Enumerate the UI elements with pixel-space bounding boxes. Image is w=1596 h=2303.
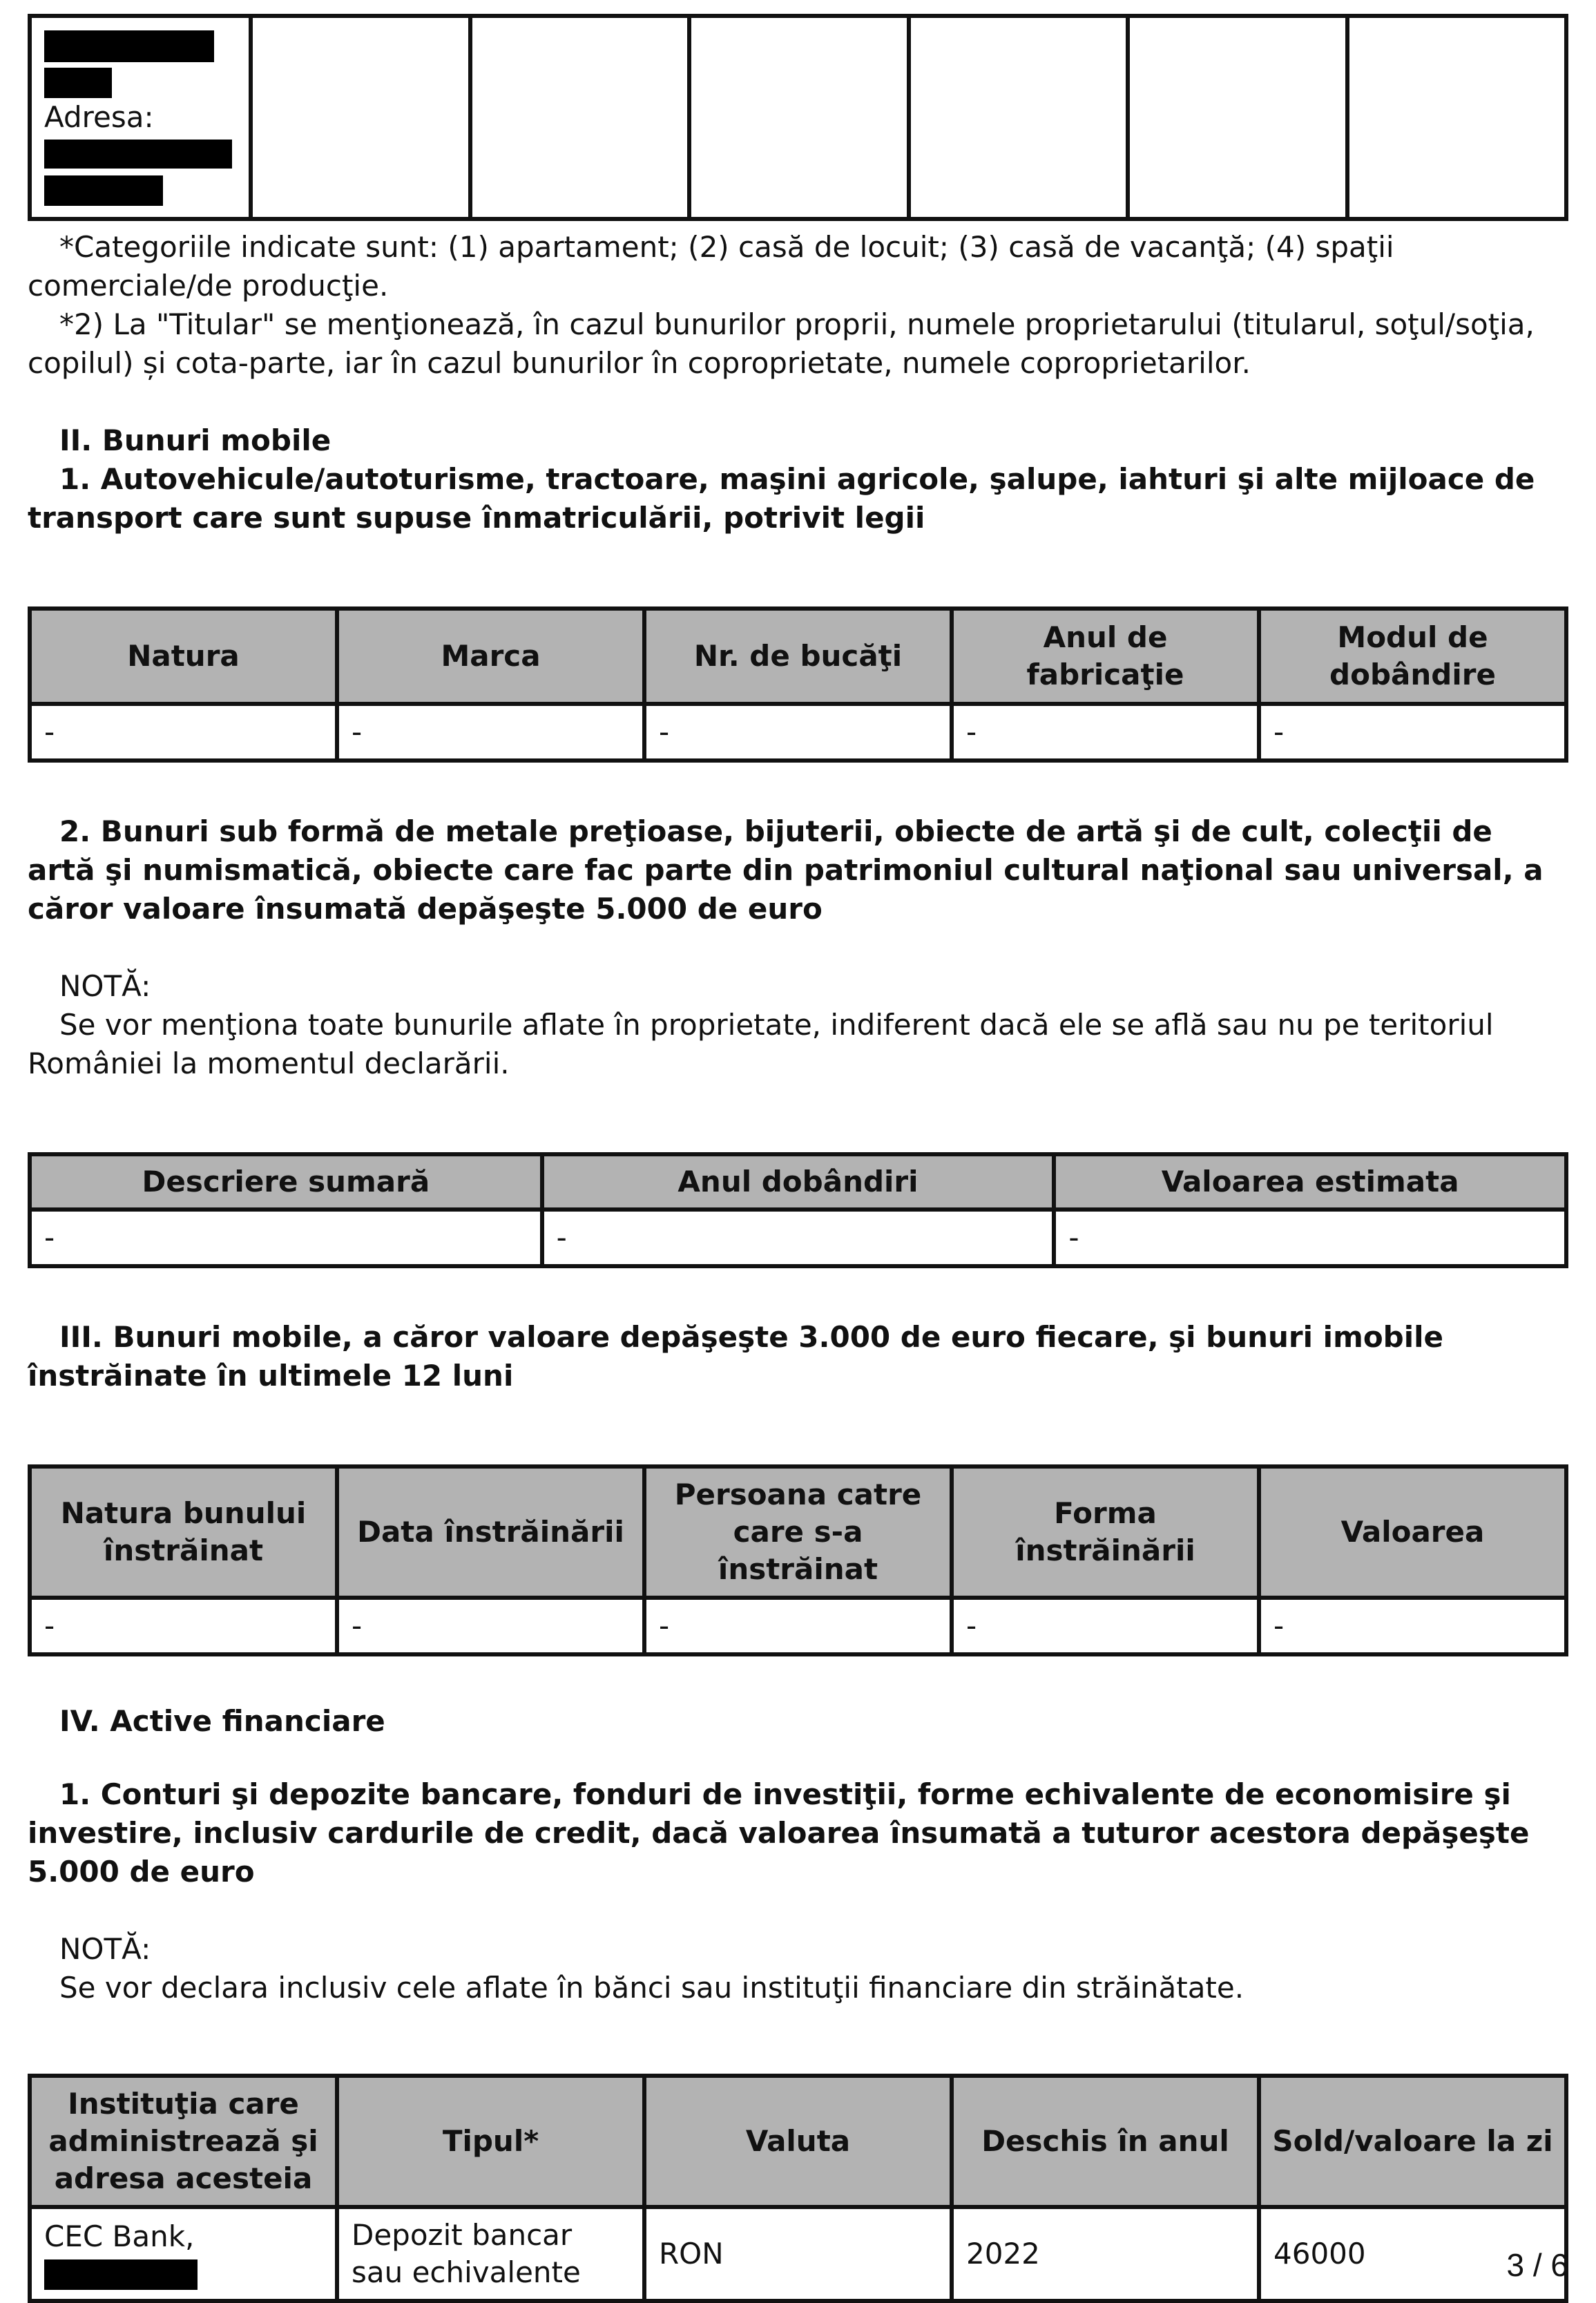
- page-number: 3 / 6: [1506, 2247, 1568, 2283]
- table-cell: 2022: [952, 2207, 1259, 2301]
- alienated-goods-table: [28, 1464, 1568, 1656]
- empty-cell: [909, 16, 1128, 219]
- document-page: [28, 14, 1568, 2303]
- empty-cell: [1128, 16, 1347, 219]
- note-categories: *Categoriile indicate sunt: (1) apartament; (2) casă de locuit; (3) casă de vacanţă; (4) spaţii comerciale/de producţie.: [28, 230, 1394, 303]
- redacted-block: [44, 140, 232, 169]
- table-header-row: [30, 2076, 1566, 2207]
- section-4-sub1: 1. Conturi şi depozite bancare, fonduri de investiţii, forme echivalente de economisire şi investire, inclusiv cardurile de credit, dacă valoarea însumată a tuturor acestora depăşeşte 5.000 de euro: [28, 1777, 1530, 1889]
- table-cell: -: [952, 704, 1259, 761]
- section-2-sub2: 2. Bunuri sub formă de metale preţioase, bijuterii, obiecte de artă şi de cult, colecţii de artă şi numismatică, obiecte care fac parte din patrimoniul cultural naţional sau universal, a căror valoare însumată depăşeşte 5.000 de euro: [28, 814, 1544, 926]
- section-4-title: IV. Active financiare: [59, 1704, 385, 1738]
- table-header-row: [30, 1466, 1566, 1598]
- bank-accounts-table: [28, 2074, 1568, 2303]
- table-header-row: [30, 1154, 1566, 1210]
- section-2-sub1: 1. Autovehicule/autoturisme, tractoare, maşini agricole, şalupe, iahturi şi alte mijloace de transport care sunt supuse înmatriculării, potrivit legii: [28, 462, 1535, 535]
- col-modul-dobandire: Modul de dobândire: [1259, 609, 1566, 704]
- table-cell: -: [30, 1210, 542, 1266]
- table-cell: RON: [644, 2207, 952, 2301]
- col-valuta: Valuta: [644, 2076, 952, 2207]
- table-cell: Depozit bancar sau echivalente: [337, 2207, 644, 2301]
- table-cell: -: [644, 1598, 952, 1654]
- category-notes: [28, 228, 1568, 383]
- table-cell: -: [337, 704, 644, 761]
- col-natura-bunului: Natura bunului înstrăinat: [30, 1466, 337, 1598]
- nota-label: NOTĂ:: [59, 969, 151, 1003]
- col-data-instrainarii: Data înstrăinării: [337, 1466, 644, 1598]
- col-descriere: Descriere sumară: [30, 1154, 542, 1210]
- col-tipul: Tipul*: [337, 2076, 644, 2207]
- table-row: [30, 1598, 1566, 1654]
- col-natura: Natura: [30, 609, 337, 704]
- vehicles-table: [28, 606, 1568, 763]
- empty-cell: [251, 16, 470, 219]
- table-cell: -: [337, 1598, 644, 1654]
- col-institutia: Instituţia care administrează şi adresa acesteia: [30, 2076, 337, 2207]
- empty-cell: [1347, 16, 1567, 219]
- nota-label: NOTĂ:: [59, 1932, 151, 1966]
- table-header-row: [30, 609, 1566, 704]
- col-nr-bucati: Nr. de bucăţi: [644, 609, 952, 704]
- institution-name: CEC Bank,: [44, 2219, 195, 2253]
- section-3-title: III. Bunuri mobile, a căror valoare depăşeşte 3.000 de euro fiecare, şi bunuri imobile înstrăinate în ultimele 12 luni: [28, 1320, 1444, 1393]
- table-cell: -: [644, 704, 952, 761]
- table-cell: -: [1054, 1210, 1566, 1266]
- col-valoarea-estimata: Valoarea estimata: [1054, 1154, 1566, 1210]
- table-cell: -: [952, 1598, 1259, 1654]
- table-cell: -: [30, 704, 337, 761]
- table-row: [30, 704, 1566, 761]
- table-cell: -: [542, 1210, 1055, 1266]
- col-anul-fabricatie: Anul de fabricaţie: [952, 609, 1259, 704]
- nota-text: Se vor menţiona toate bunurile aflate în proprietate, indiferent dacă ele se află sau nu pe teritoriul României la momentul declarării.: [28, 1008, 1494, 1080]
- redacted-block: [44, 175, 163, 206]
- institution-cell: [30, 2207, 337, 2301]
- redacted-block: [44, 2259, 198, 2290]
- table-cell: -: [30, 1598, 337, 1654]
- col-valoarea: Valoarea: [1259, 1466, 1566, 1598]
- col-persoana: Persoana catre care s-a înstrăinat: [644, 1466, 952, 1598]
- nota-text: Se vor declara inclusiv cele aflate în bănci sau instituţii financiare din străinătate.: [59, 1971, 1244, 2005]
- empty-cell: [470, 16, 690, 219]
- table-cell: -: [1259, 704, 1566, 761]
- col-sold: Sold/valoare la zi: [1259, 2076, 1566, 2207]
- empty-cell: [689, 16, 909, 219]
- address-label: Adresa:: [44, 100, 154, 134]
- col-deschis-in-anul: Deschis în anul: [952, 2076, 1259, 2207]
- table-row: [30, 16, 1566, 219]
- redacted-block: [44, 30, 214, 62]
- section-2-title: II. Bunuri mobile: [59, 423, 331, 457]
- precious-goods-table: [28, 1152, 1568, 1268]
- col-anul-dobandiri: Anul dobândiri: [542, 1154, 1055, 1210]
- real-estate-table-continuation: [28, 14, 1568, 221]
- table-cell: 46000: [1259, 2207, 1566, 2301]
- redacted-block: [44, 68, 112, 98]
- col-forma-instrainarii: Forma înstrăinării: [952, 1466, 1259, 1598]
- note-titular: *2) La "Titular" se menţionează, în cazul bunurilor proprii, numele proprietarului (titularul, soţul/soţia, copilul) și cota-parte, iar în cazul bunurilor în coproprietate, numele coproprietarilor.: [28, 307, 1535, 380]
- table-row: [30, 1210, 1566, 1266]
- table-cell: -: [1259, 1598, 1566, 1654]
- col-marca: Marca: [337, 609, 644, 704]
- address-cell: [30, 16, 251, 219]
- table-row: [30, 2207, 1566, 2301]
